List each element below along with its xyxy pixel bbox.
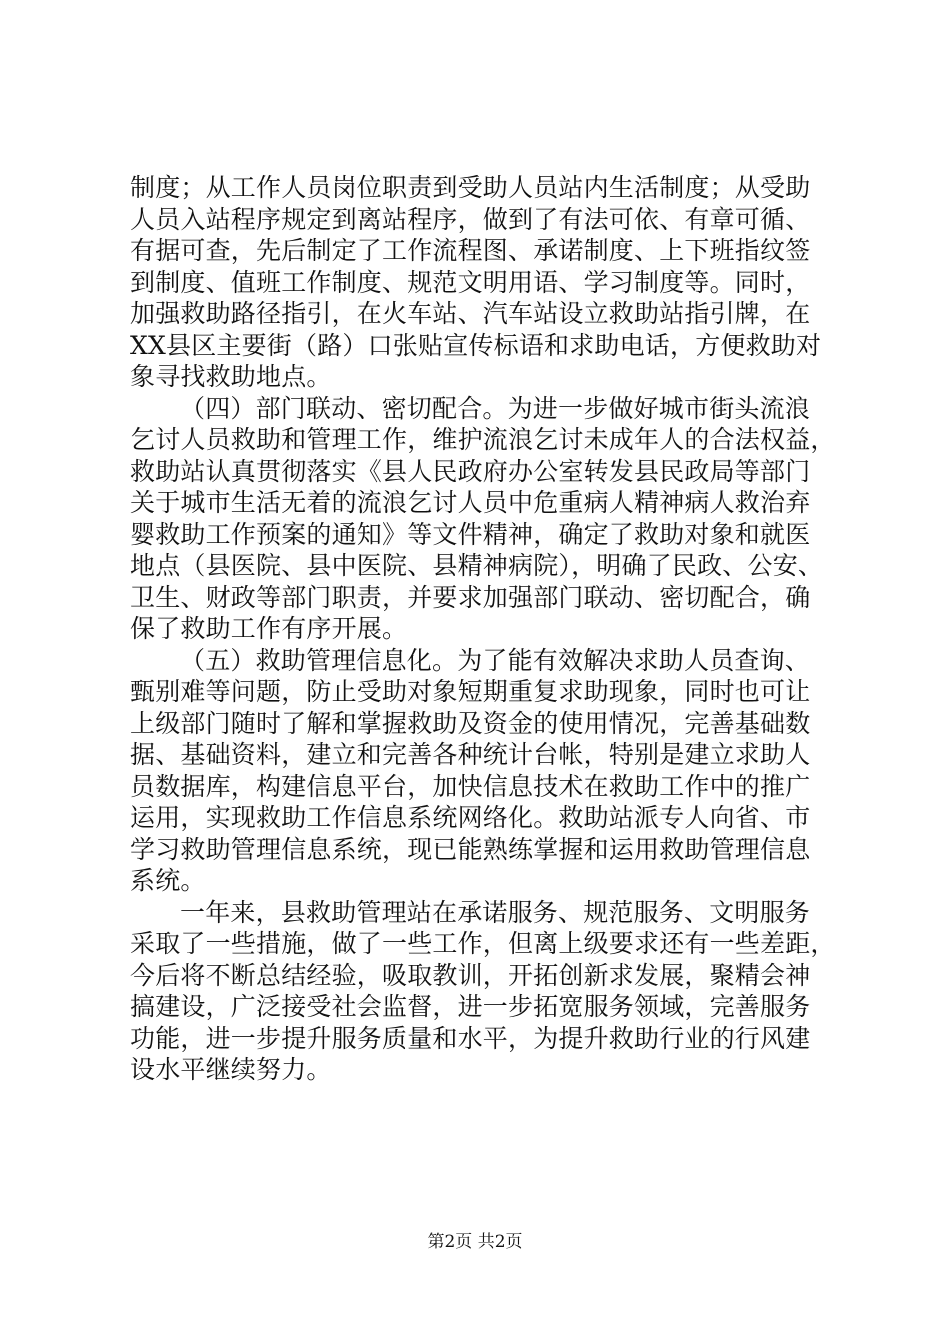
document-body [130, 172, 836, 1086]
text-line: 乞讨人员救助和管理工作，维护流浪乞讨未成年人的合法权益， [130, 425, 836, 454]
text-line: 运用，实现救助工作信息系统网络化。救助站派专人向省、市 [130, 803, 811, 832]
text-line: 制度；从工作人员岗位职责到受助人员站内生活制度；从受助 [130, 173, 811, 202]
text-line: 甄别难等问题，防止受助对象短期重复求助现象，同时也可让 [130, 677, 811, 706]
text-line: 一年来，县救助管理站在承诺服务、规范服务、文明服务 [180, 897, 811, 927]
text-line: 上级部门随时了解和掌握救助及资金的使用情况，完善基础数 [130, 708, 811, 738]
text-line: XX县区主要街（路）口张贴宣传标语和求助电话，方便救助对 [130, 330, 822, 360]
text-line: （五）救助管理信息化。为了能有效解决求助人员查询、 [180, 645, 811, 675]
text-line: 人员入站程序规定到离站程序，做到了有法可依、有章可循、 [130, 204, 811, 234]
text-line: 卫生、财政等部门职责，并要求加强部门联动、密切配合，确 [130, 582, 811, 612]
text-line: 员数据库，构建信息平台，加快信息技术在救助工作中的推广 [130, 771, 811, 801]
text-line: 救助站认真贯彻落实《县人民政府办公室转发县民政局等部门 [130, 456, 811, 486]
text-line: 学习救助管理信息系统，现已能熟练掌握和运用救助管理信息 [130, 834, 811, 864]
text-line: 系统。 [130, 866, 206, 895]
text-line: 有据可查，先后制定了工作流程图、承诺制度、上下班指纹签 [130, 236, 811, 265]
text-line: 到制度、值班工作制度、规范文明用语、学习制度等。同时， [130, 267, 811, 297]
text-line: 婴救助工作预案的通知》等文件精神，确定了救助对象和就医 [130, 519, 811, 549]
text-line: 象寻找救助地点。 [130, 362, 332, 391]
text-line: 保了救助工作有序开展。 [130, 614, 408, 643]
text-line: 今后将不断总结经验，吸取教训，开拓创新求发展，聚精会神 [130, 960, 811, 990]
text-line: 加强救助路径指引，在火车站、汽车站设立救助站指引牌，在 [130, 299, 811, 328]
page-footer: 第2页 共2页 [427, 1232, 523, 1252]
text-line: 设水平继续努力。 [130, 1055, 332, 1084]
text-line: 地点（县医院、县中医院、县精神病院），明确了民政、公安、 [130, 551, 824, 580]
text-line: （四）部门联动、密切配合。为进一步做好城市街头流浪 [180, 393, 811, 423]
text-line: 采取了一些措施，做了一些工作，但离上级要求还有一些差距， [130, 929, 836, 958]
text-line: 搞建设，广泛接受社会监督，进一步拓宽服务领域，完善服务 [130, 992, 811, 1021]
text-line: 关于城市生活无着的流浪乞讨人员中危重病人精神病人救治弃 [130, 488, 811, 517]
text-line: 据、基础资料，建立和完善各种统计台帐，特别是建立求助人 [130, 740, 811, 769]
text-line: 功能，进一步提升服务质量和水平，为提升救助行业的行风建 [130, 1023, 811, 1053]
